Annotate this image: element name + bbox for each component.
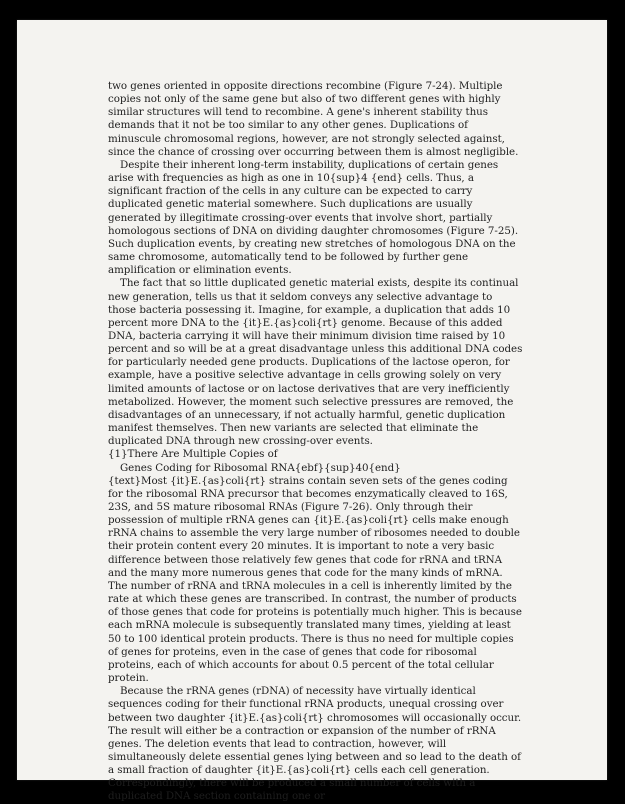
paragraph: {text}Most {it}E.{as}coli{rt} strains contain seven sets of the genes coding for the ribosomal RNA precursor that becomes enzymatically cleaved to 16S, 23S, and 5S mature ribosomal RNAs (Figure 7-26). Only through their possession of multiple rRNA genes can {it}E.{as}coli{rt} cells make enough rRNA chains to assemble the very large number of ribosomes needed to double their protein content every 20 minutes. It is important to note a very basic difference between those relatively few genes that code for rRNA and tRNA and the many more numerous genes that code for the many kinds of mRNA. The number of rRNA and tRNA molecules in a cell is inherently limited by the rate at which these genes are transcribed. In contrast, the number of products of those genes that code for proteins is potentially much higher. This is because each mRNA molecule is subsequently translated many times, yielding at least 50 to 100 identical protein products. There is thus no need for multiple copies of genes for proteins, even in the case of genes that code for ribosomal proteins, each of which accounts for about 0.5 percent of the total cellular protein. xyxy=(108,474,522,685)
paragraph: Because the rRNA genes (rDNA) of necessity have virtually identical sequences coding for their functional rRNA products, unequal crossing over between two daughter {it}E.{as}coli{rt} chromosomes will occasionally occur. The result will either be a contraction or expansion of the number of rRNA genes. The deletion events that lead to contraction, however, will simultaneously delete essential genes lying between and so lead to the death of a small fraction of daughter {it}E.{as}coli{rt} cells each cell generation. Correspondingly, there will be produced a small number of cells with a duplicated DNA section containing one or xyxy=(108,685,522,803)
paragraph: Despite their inherent long-term instability, duplications of certain genes arise with frequencies as high as one in 10{sup}4 {end} cells. Thus, a significant fraction of the cells in any culture can be expected to carry duplicated genetic material somewhere. Such duplications are usually generated by illegitimate crossing-over events that involve short, partially homologous sections of DNA on dividing daughter chromosomes (Figure 7-25). Such duplication events, by creating new stretches of homologous DNA on the same chromosome, automatically tend to be followed by further gene amplification or elimination events. xyxy=(108,158,519,277)
body-text xyxy=(108,80,523,804)
section-heading-line-2: Genes Coding for Ribosomal RNA{ebf}{sup}40{end} xyxy=(120,461,401,474)
paragraph: The fact that so little duplicated genetic material exists, despite its continual new generation, tells us that it seldom conveys any selective advantage to those bacteria possessing it. Imagine, for example, a duplication that adds 10 percent more DNA to the {it}E.{as}coli{rt} genome. Because of this added DNA, bacteria carrying it will have their minimum division time raised by 10 percent and so will be at a great disadvantage unless this additional DNA codes for particularly needed gene products. Duplications of the lactose operon, for example, have a positive selective advantage in cells growing solely on very limited amounts of lactose or on lactose derivatives that are very inefficiently metabolized. However, the moment such selective pressures are removed, the disadvantages of an unnecessary, if not actually harmful, genetic duplication manifest themselves. Then new variants are selected that eliminate the duplicated DNA through new crossing-over events. xyxy=(108,277,523,448)
document-page xyxy=(17,20,607,803)
section-heading-line-1: {1}There Are Multiple Copies of xyxy=(108,448,278,461)
paragraph: two genes oriented in opposite directions recombine (Figure 7-24). Multiple copies not only of the same gene but also of two different genes with highly similar structures will tend to recombine. A gene's inherent stability thus demands that it not be too similar to any other genes. Duplications of minuscule chromosomal regions, however, are not strongly selected against, since the chance of crossing over occurring between them is almost negligible. xyxy=(108,80,519,158)
